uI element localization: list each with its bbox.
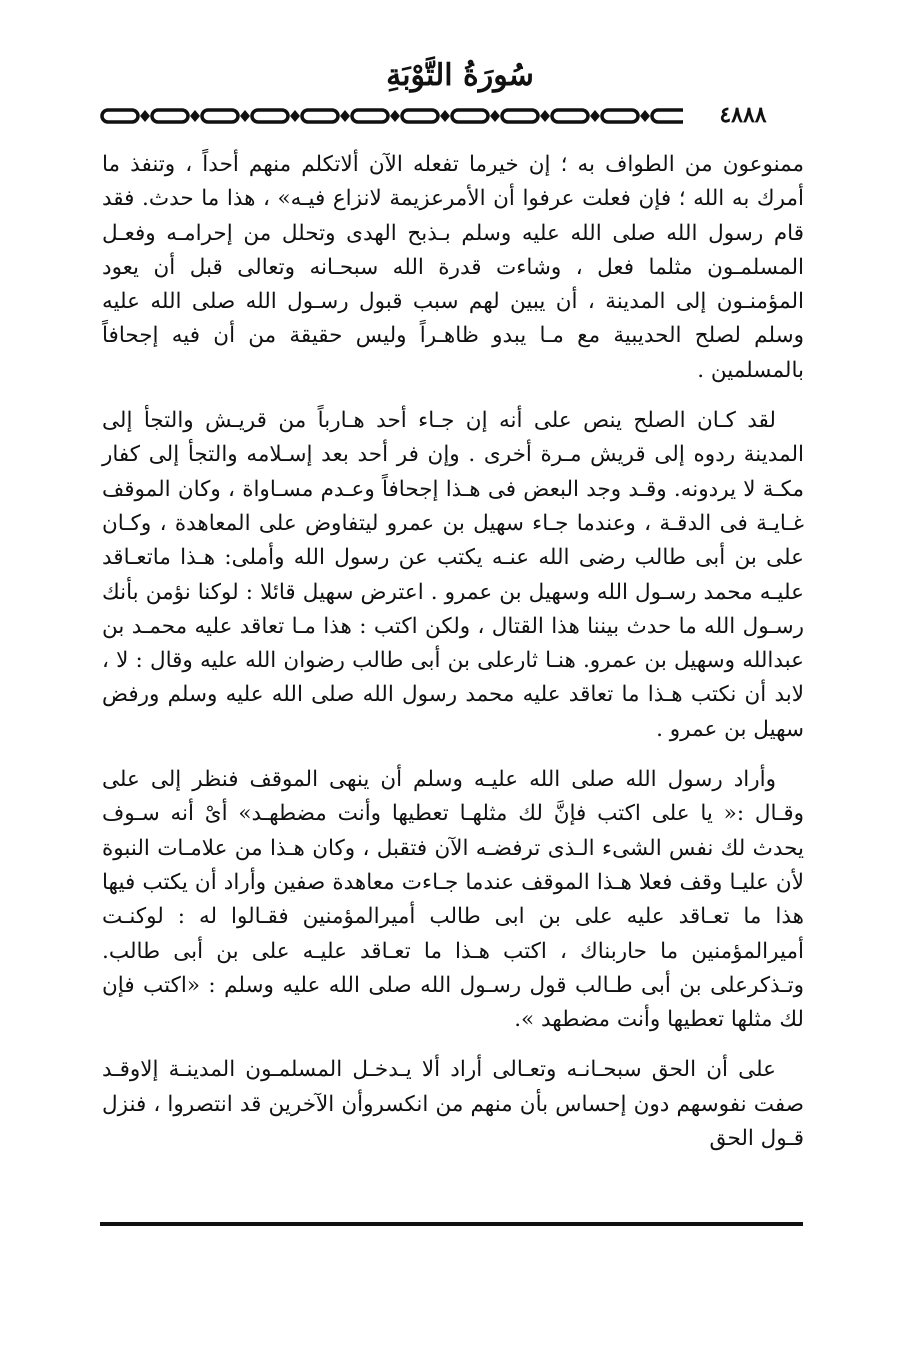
paragraph-1: ممنوعون من الطواف به ؛ إن خيرما تفعله الآن ألاتكلم منهم أحداً ، وتنفذ ما أمرك به الله ؛ فإن فعلت عرفوا أن الأمرعزيمة لانزاع فيـه» ، هذا ما حدث. فقد قام رسول الله صلى الله عليه وسلم بـذبح الهدى وتحلل من إحرامـه وفعـل المسلمـون مثلما فعل ، وشاءت قدرة الله سبحـانه وتعالى قبل أن يعود المؤمنـون إلى المدينة ، أن يبين لهم سبب قبول رسـول الله صلى الله عليه وسلم لصلح الحديبية مع مـا يبدو ظاهـراً وليس حقيقة من أن فيه إجحافاً بالمسلمين . [102, 152, 804, 383]
footer-rule [100, 1222, 803, 1226]
paragraph-3: وأراد رسول الله صلى الله عليـه وسلم أن ينهى الموقف فنظر إلى على وقـال :« يا على اكتب فإنَّ لك مثلهـا تعطيها وأنت مضطهـد» أىْ أنه سـوف يحدث لك نفس الشىء الـذى ترفضـه الآن فتقبل ، وكان هـذا من علامـات النبوة لأن عليـا وقف فعلا هـذا الموقف عندما جـاءت معاهدة صفين وأراد أن يكتب فيها هذا ما تعـاقد عليه على بن ابى طالب أميرالمؤمنين فقـالوا له : لوكنـت أميرالمؤمنين ما حاربناك ، اكتب هـذا ما تعـاقد عليـه على بن أبى طالب. وتـذكرعلى بن أبى طـالب قول رسـول الله صلى الله عليه وسلم : «اكتب فإن لك مثلها تعطيها وأنت مضطهد ». [102, 767, 804, 1033]
surah-title: سُورَةُ التَّوْبَةِ [386, 58, 534, 93]
paragraph-4: على أن الحق سبحـانـه وتعـالى أراد ألا يـدخـل المسلمـون المدينـة إلاوقـد صفت نفوسهم دون إحساس بأن منهم من انكسروأن الآخرين قد انتصروا ، فنزل قـول الحق [102, 1057, 804, 1152]
paragraph-2: لقد كـان الصلح ينص على أنه إن جـاء أحد هـارباً من قريـش والتجأ إلى المدينة ردوه إلى قريش مـرة أخرى . وإن فر أحد بعد إسـلامه والتجأ إلى كفار مكـة لا يردونه. وقـد وجد البعض فى هـذا إجحافاً وعـدم مسـاواة ، وكان الموقف غـايـة فى الدقـة ، وعندما جـاء سهيل بن عمرو ليتفاوض على المعاهدة ، وكـان على بن أبى طالب رضى الله عنـه يكتب عن رسول الله وأملى: هـذا ماتعـاقد عليـه محمد رسـول الله وسهيل بن عمرو . اعترض سهيل قائلا : لوكنا نؤمن بأنك رسـول الله ما حدث بيننا هذا القتال ، ولكن اكتب : هذا مـا تعاقد عليه محمـد بن عبدالله وسهيل بن عمرو. هنـا ثارعلى بن أبى طالب رضوان الله عليه وقال : لا ، لابد أن نكتب هـذا ما تعاقد عليه محمد رسول الله صلى الله عليه وسلم ورفض سهيل بن عمرو . [102, 408, 804, 742]
body-text [102, 148, 804, 1156]
page-number: ٤٨٨٨ [683, 100, 803, 130]
